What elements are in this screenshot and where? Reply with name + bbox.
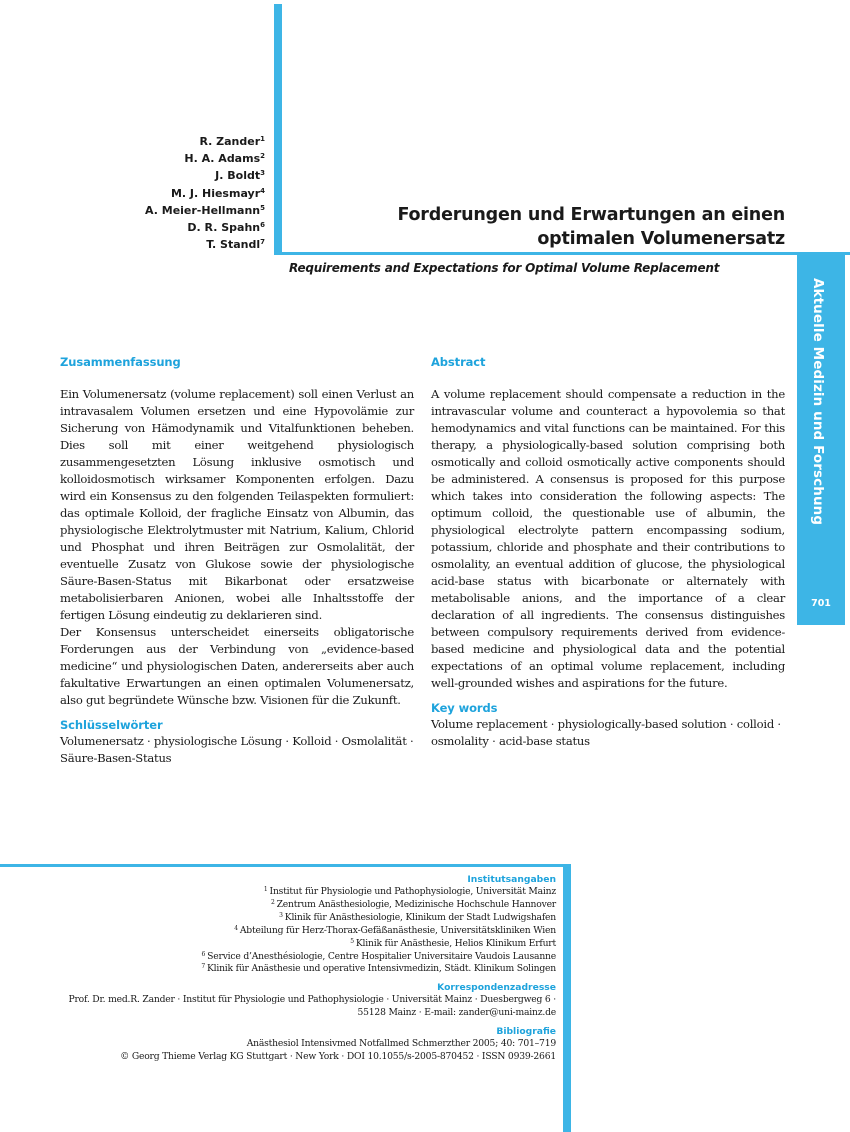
correspondence-line: 55128 Mainz · E-mail: zander@uni-mainz.de (357, 1007, 556, 1019)
institution-item: $^4$ Abteilung für Herz-Thorax-Gefäßanästhesie, Universitätskliniken Wien (234, 924, 556, 936)
english-abstract-column (431, 354, 785, 750)
institution-item: $^2$ Zentrum Anästhesiologie, Medizinische Hochschule Hannover (270, 898, 556, 910)
page-number: 701 (811, 598, 831, 609)
zusammenfassung-heading: Zusammenfassung (60, 355, 181, 369)
bibliography-line: Anästhesiol Intensivmed Notfallmed Schmerzther 2005; 40: 701–719 (246, 1038, 556, 1050)
author: T. Standl$^7$ (206, 238, 265, 252)
institution-item: $^7$ Klinik für Anästhesie und operative Intensivmedizin, Städt. Klinikum Solingen (201, 963, 556, 975)
author: A. Meier-Hellmann$^5$ (145, 203, 265, 217)
author: D. R. Spahn$^6$ (187, 221, 265, 235)
abstract-heading: Abstract (431, 355, 486, 369)
author: J. Boldt$^3$ (215, 169, 265, 183)
header-accent-bar-vertical (274, 4, 282, 254)
article-title-line: Forderungen und Erwartungen an einen (397, 205, 785, 225)
footer-accent-bar-vertical (563, 864, 571, 1132)
institution-item: $^1$ Institut für Physiologie und Pathophysiologie, Universität Mainz (263, 886, 556, 897)
article-subtitle: Requirements and Expectations for Optimal Volume Replacement (289, 261, 720, 275)
zusammenfassung-paragraph: Ein Volumenersatz (volume replacement) soll einen Verlust an intravasalem Volumen ersetzen und eine Hypovolämie zur Sicherung von Hämodynamik und Vitalfunktionen beheben. Dies soll mit einer weitgehend physiologisch zusammengesetzten Lösung inklusive osmotisch und kolloidosmotisch wirksamer Komponenten erfolgen. Dazu wird ein Konsensus zu den folgenden Teilaspekten formuliert: das optimale Kolloid, der fragliche Einsatz von Albumin, das physiologische Elektrolytmuster mit Natrium, Kalium, Chlorid und Phosphat und ihren Beiträgen zur Osmolalität, der eventuelle Zusatz von Glukose sowie der physiologische Säure-Basen-Status mit Bikarbonat oder ersatzweise metabolisierbaren Anionen, wobei alle Inhaltsstoffe der fertigen Lösung eindeutig zu deklarieren sind. (60, 387, 414, 622)
author-list (145, 133, 265, 253)
section-tab-label: Aktuelle Medizin und Forschung (810, 278, 826, 526)
author: R. Zander$^1$ (199, 135, 265, 148)
article-title (365, 203, 785, 251)
institution-item: $^6$ Service d’Anesthésiologie, Centre Hospitalier Universitaire Vaudois Lausanne (201, 950, 556, 962)
key-words-heading: Key words (431, 701, 498, 715)
institutions-heading: Institutsangaben (467, 874, 556, 885)
german-keywords: Volumenersatz · physiologische Lösung · Kolloid · Osmolalität · Säure-Basen-Status (60, 734, 414, 765)
article-title-line: optimalen Volumenersatz (537, 229, 785, 249)
correspondence-line: Prof. Dr. med.R. Zander · Institut für Physiologie und Pathophysiologie · Universität Mainz · Duesbergweg 6 · (68, 994, 556, 1006)
institution-item: $^3$ Klinik für Anästhesiologie, Klinikum der Stadt Ludwigshafen (279, 911, 556, 923)
author: H. A. Adams$^2$ (184, 152, 265, 166)
correspondence-heading: Korrespondenzadresse (437, 982, 556, 994)
author: M. J. Hiesmayr$^4$ (170, 186, 265, 200)
header-accent-rule (274, 252, 850, 255)
bibliography-line: © Georg Thieme Verlag KG Stuttgart · New York · DOI 10.1055/s-2005-870452 · ISSN 0939-2661 (120, 1051, 556, 1063)
abstract-paragraph: A volume replacement should compensate a reduction in the intravascular volume and counteract a hypovolemia so that hemodynamics and vital functions can be maintained. For this therapy, a physiologically-based solution comprising both osmotically and colloid osmotically active components should be administered. A consensus is proposed for this purpose which takes into consideration the following aspects: The optimum colloid, the questionable use of albumin, the physiological electrolyte pattern encompassing sodium, potassium, chloride and phosphate and their contributions to osmolality, an eventual addition of glucose, the physiological acid-base status with bicarbonate or alternately with metabolisable anions, and the importance of a clear declaration of all ingredients. The consensus distinguishes between compulsory requirements derived from evidence-based medicine and physiological data and the potential expectations of an optimal volume replacement, including well-grounded wishes and aspirations for the future. (431, 387, 785, 690)
english-keywords: Volume replacement · physiologically-based solution · colloid · osmolality · acid-base status (431, 717, 781, 748)
article-info-box (36, 873, 556, 1064)
footer-accent-rule (0, 864, 570, 867)
german-abstract-column (60, 354, 414, 767)
zusammenfassung-paragraph: Der Konsensus unterscheidet einerseits obligatorische Forderungen aus der Verbindung von „evidence-based medicine“ und physiologischen Daten, andererseits aber auch fakultative Erwartungen an einen optimalen Volumenersatz, also gut begründete Wünsche bzw. Visionen für die Zukunft. (60, 625, 414, 707)
schluesselwoerter-heading: Schlüsselwörter (60, 718, 163, 732)
institution-item: $^5$ Klinik für Anästhesie, Helios Klinikum Erfurt (350, 937, 556, 949)
bibliography-heading: Bibliografie (496, 1026, 556, 1038)
